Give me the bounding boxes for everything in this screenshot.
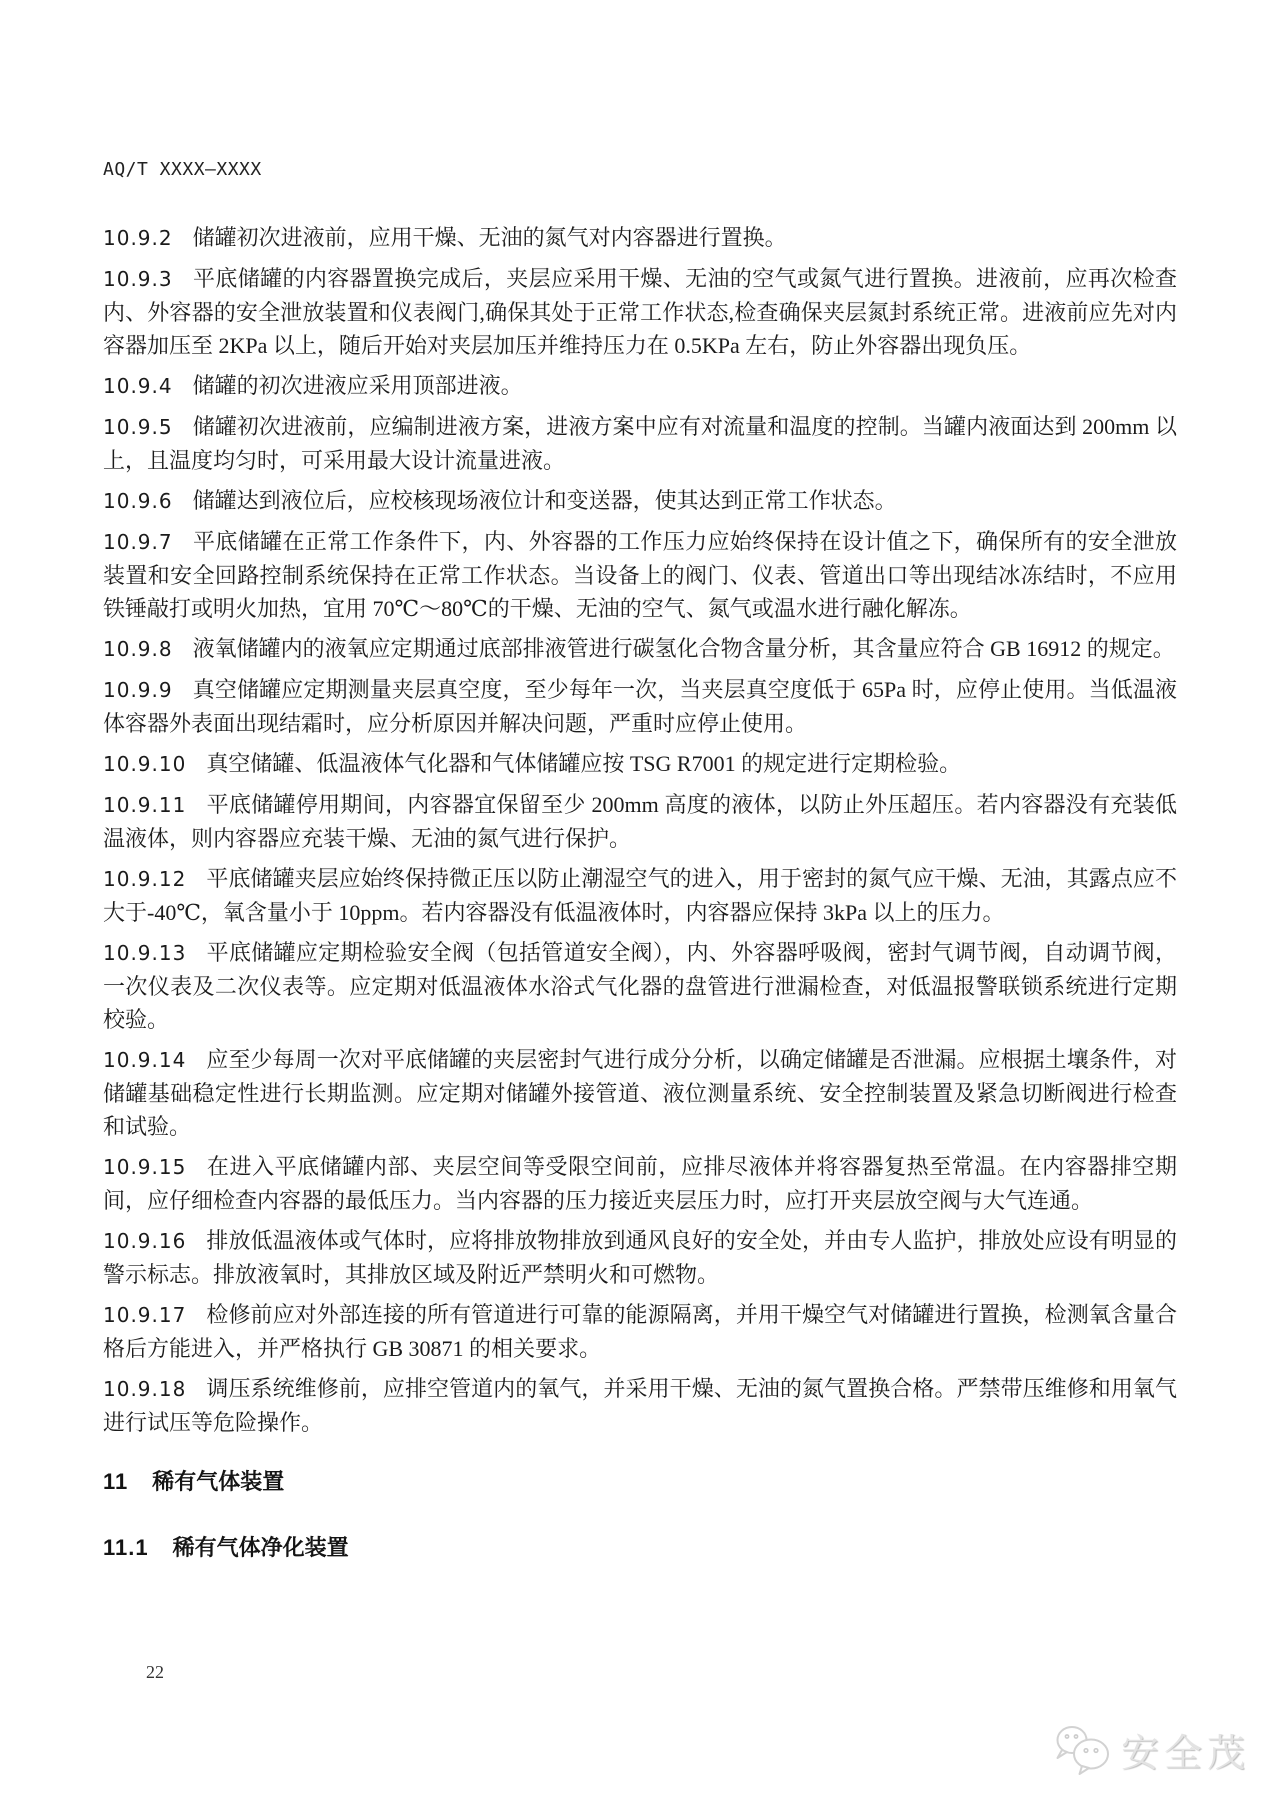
- clause-text: 应至少每周一次对平底储罐的夹层密封气进行成分分析，以确定储罐是否泄漏。应根据土壤条件，对储罐基础稳定性进行长期监测。应定期对储罐外接管道、液位测量系统、安全控制装置及紧急切断阀进行检查和试验。: [103, 1047, 1177, 1139]
- clause-number: 10.9.11: [103, 793, 187, 817]
- clause-10-9-9: [103, 673, 1177, 740]
- clause-10-9-18: [103, 1372, 1177, 1439]
- clause-10-9-2: [103, 221, 1177, 255]
- standard-number-header: AQ/T XXXX—XXXX: [103, 159, 262, 180]
- clause-text: 储罐达到液位后，应校核现场液位计和变送器，使其达到正常工作状态。: [192, 488, 897, 513]
- clause-10-9-3: [103, 262, 1177, 362]
- clause-10-9-5: [103, 410, 1177, 477]
- wechat-chat-bubbles-icon: [1051, 1724, 1113, 1776]
- section-number: 11.1: [103, 1535, 149, 1560]
- page-number: 22: [146, 1662, 164, 1682]
- clause-text: 储罐初次进液前，应编制进液方案，进液方案中应有对流量和温度的控制。当罐内液面达到 200mm 以上，且温度均匀时，可采用最大设计流量进液。: [103, 414, 1177, 473]
- clause-10-9-17: [103, 1298, 1177, 1365]
- clause-text: 液氧储罐内的液氧应定期通过底部排液管进行碳氢化合物含量分析，其含量应符合 GB 16912 的规定。: [192, 636, 1175, 661]
- clause-text: 储罐的初次进液应采用顶部进液。: [192, 373, 523, 398]
- clause-text: 调压系统维修前，应排空管道内的氧气，并采用干燥、无油的氮气置换合格。严禁带压维修和用氧气进行试压等危险操作。: [103, 1376, 1177, 1435]
- clause-10-9-13: [103, 936, 1177, 1036]
- clause-10-9-8: [103, 632, 1177, 666]
- clause-text: 真空储罐应定期测量夹层真空度，至少每年一次，当夹层真空度低于 65Pa 时，应停止使用。当低温液体容器外表面出现结霜时，应分析原因并解决问题，严重时应停止使用。: [103, 677, 1177, 736]
- clause-number: 10.9.8: [103, 637, 173, 661]
- clause-10-9-7: [103, 525, 1177, 625]
- clause-text: 检修前应对外部连接的所有管道进行可靠的能源隔离，并用干燥空气对储罐进行置换，检测氧含量合格后方能进入，并严格执行 GB 30871 的相关要求。: [103, 1302, 1177, 1361]
- clause-10-9-16: [103, 1224, 1177, 1291]
- clause-10-9-4: [103, 369, 1177, 403]
- section-number: 11: [103, 1469, 129, 1494]
- clause-text: 平底储罐停用期间，内容器宜保留至少 200mm 高度的液体，以防止外压超压。若内容器没有充装低温液体，则内容器应充装干燥、无油的氮气进行保护。: [103, 792, 1177, 851]
- clause-number: 10.9.9: [103, 678, 173, 702]
- clause-text: 平底储罐夹层应始终保持微正压以防止潮湿空气的进入，用于密封的氮气应干燥、无油，其露点应不大于-40℃，氧含量小于 10ppm。若内容器没有低温液体时，内容器应保持 3kPa 以上的压力。: [103, 866, 1177, 925]
- clause-10-9-11: [103, 788, 1177, 855]
- clause-text: 排放低温液体或气体时，应将排放物排放到通风良好的安全处，并由专人监护，排放处应设有明显的警示标志。排放液氧时，其排放区域及附近严禁明火和可燃物。: [103, 1228, 1177, 1287]
- clause-number: 10.9.2: [103, 226, 173, 250]
- clause-number: 10.9.10: [103, 752, 187, 776]
- clause-text: 储罐初次进液前，应用干燥、无油的氮气对内容器进行置换。: [192, 225, 787, 250]
- document-page: [103, 160, 1177, 1564]
- clause-number: 10.9.13: [103, 941, 187, 965]
- clause-10-9-14: [103, 1043, 1177, 1143]
- clause-number: 10.9.3: [103, 267, 173, 291]
- section-title: 稀有气体装置: [152, 1469, 285, 1494]
- section-heading-11-1: [103, 1531, 1177, 1564]
- clause-number: 10.9.14: [103, 1048, 187, 1072]
- clause-text: 平底储罐在正常工作条件下，内、外容器的工作压力应始终保持在设计值之下，确保所有的安全泄放装置和安全回路控制系统保持在正常工作状态。当设备上的阀门、仪表、管道出口等出现结冰冻结时，不应用铁锤敲打或明火加热，宜用 70℃～80℃的干燥、无油的空气、氮气或温水进行融化解冻。: [103, 529, 1177, 621]
- clause-number: 10.9.4: [103, 374, 173, 398]
- clause-text: 在进入平底储罐内部、夹层空间等受限空间前，应排尽液体并将容器复热至常温。在内容器排空期间，应仔细检查内容器的最低压力。当内容器的压力接近夹层压力时，应打开夹层放空阀与大气连通。: [103, 1154, 1177, 1213]
- clause-text: 真空储罐、低温液体气化器和气体储罐应按 TSG R7001 的规定进行定期检验。: [206, 751, 962, 776]
- clause-10-9-6: [103, 484, 1177, 518]
- section-heading-11: [103, 1465, 1177, 1498]
- clause-text: 平底储罐应定期检验安全阀（包括管道安全阀），内、外容器呼吸阀，密封气调节阀，自动调节阀，一次仪表及二次仪表等。应定期对低温液体水浴式气化器的盘管进行泄漏检查，对低温报警联锁系统进行定期校验。: [103, 940, 1177, 1032]
- clause-number: 10.9.12: [103, 867, 187, 891]
- watermark: [1051, 1722, 1250, 1777]
- section-title: 稀有气体净化装置: [172, 1535, 349, 1560]
- clause-number: 10.9.5: [103, 415, 173, 439]
- clause-10-9-12: [103, 862, 1177, 929]
- clause-number: 10.9.17: [103, 1303, 187, 1327]
- clause-number: 10.9.16: [103, 1229, 187, 1253]
- clause-10-9-10: [103, 747, 1177, 781]
- clause-text: 平底储罐的内容器置换完成后，夹层应采用干燥、无油的空气或氮气进行置换。进液前，应再次检查内、外容器的安全泄放装置和仪表阀门,确保其处于正常工作状态,检查确保夹层氮封系统正常。进液前应先对内容器加压至 2KPa 以上，随后开始对夹层加压并维持压力在 0.5KPa 左右，防止外容器出现负压。: [103, 266, 1177, 358]
- clause-number: 10.9.15: [103, 1155, 187, 1179]
- clause-number: 10.9.6: [103, 489, 173, 513]
- watermark-label: 安全茂: [1120, 1733, 1250, 1775]
- clause-number: 10.9.7: [103, 530, 173, 554]
- clause-10-9-15: [103, 1150, 1177, 1217]
- clause-number: 10.9.18: [103, 1377, 187, 1401]
